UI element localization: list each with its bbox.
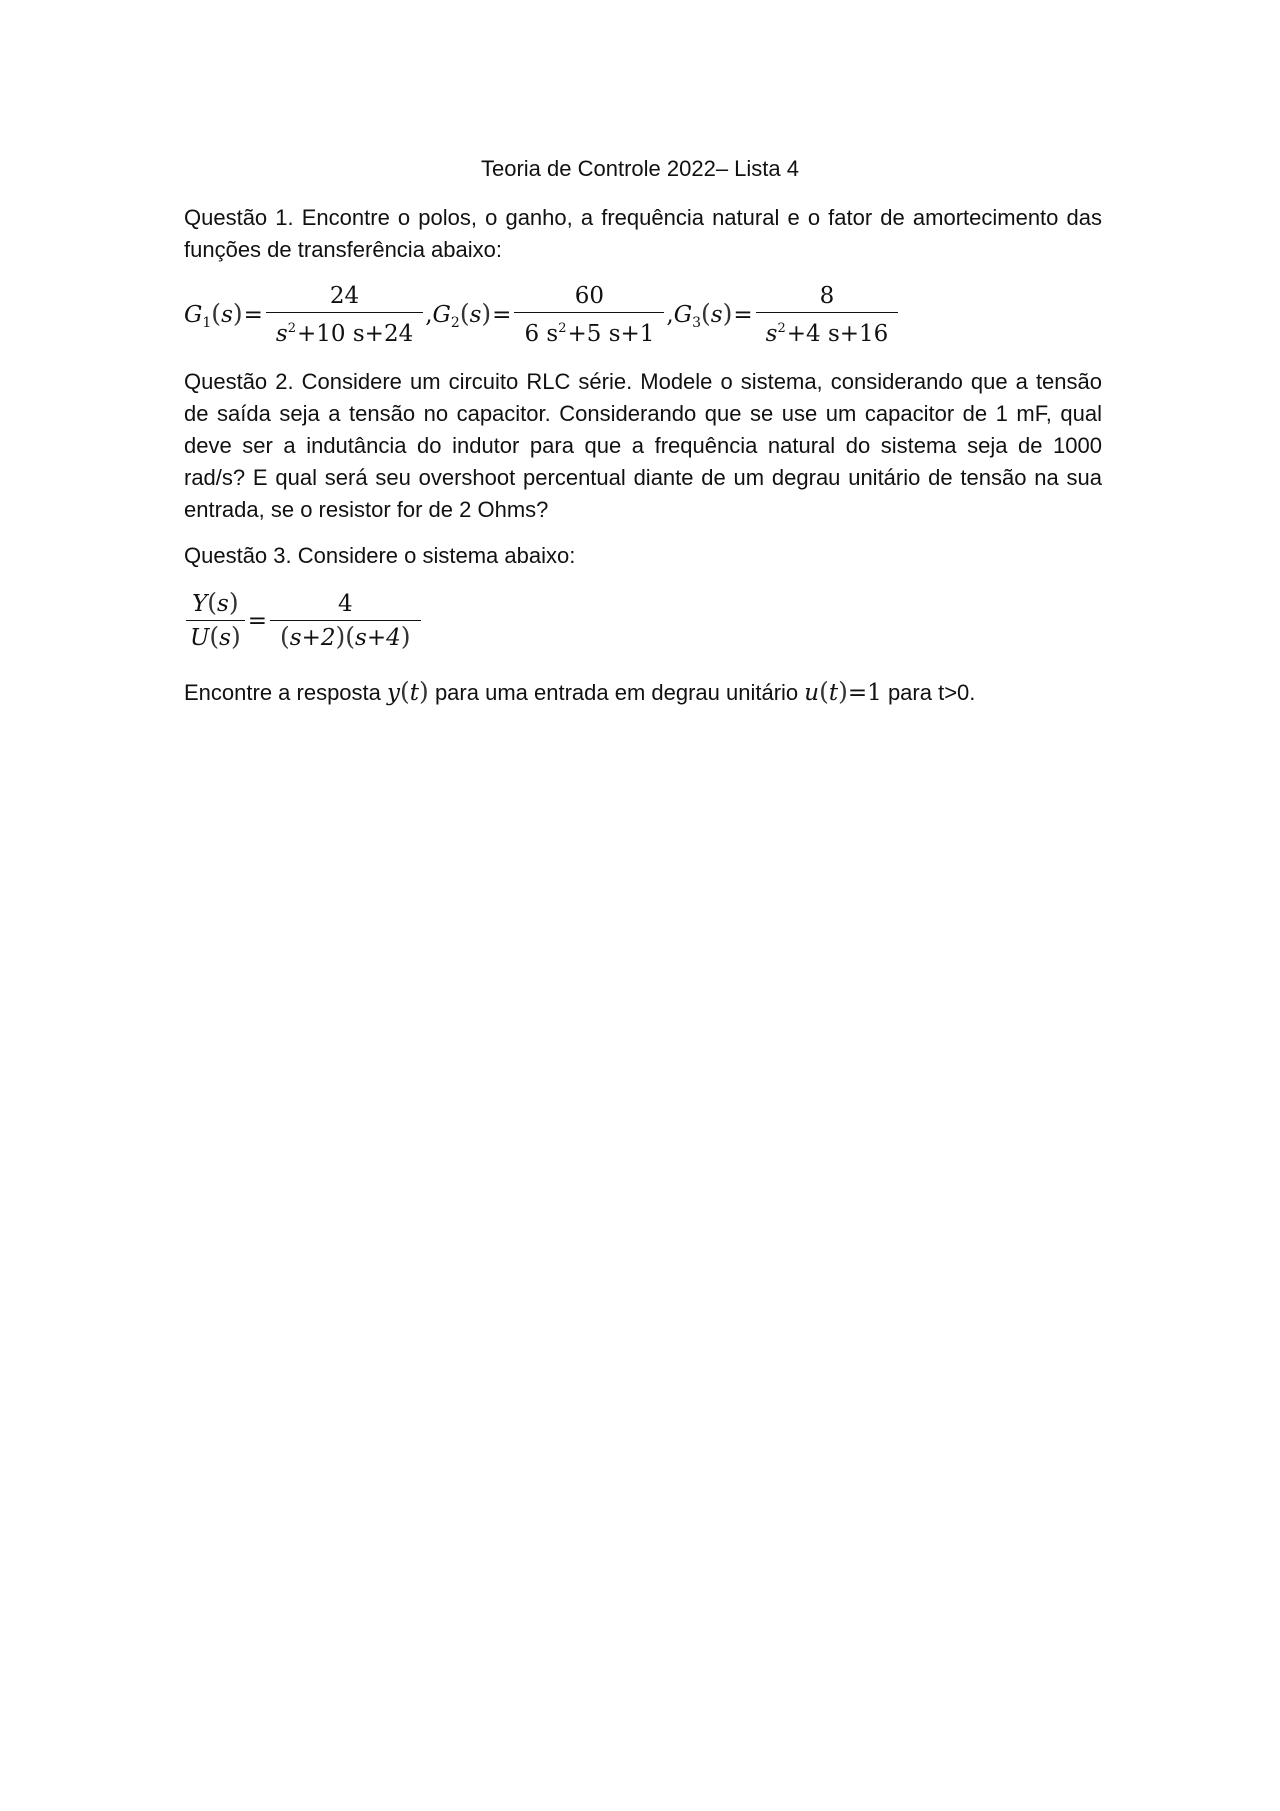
g2-fraction: $\frac{60}{6 s^2+5 s+1}$ [514,283,664,347]
rhs-fraction: $\frac{4}{(s+2)(s+4)}$ [270,591,420,651]
g1-lhs: $G_1(s)=$ [184,299,263,331]
g3-fraction: $\frac{8}{s^2+4 s+16}$ [756,283,899,347]
g2-lhs: $G_2(s)=$ [432,299,512,331]
document-title: Teoria de Controle 2022– Lista 4 [481,156,799,181]
question-3-answer-prompt: Encontre a resposta y(t) para uma entrada em degrau unitário u(t)=1 para t>0. [184,677,976,706]
g1-fraction: $\frac{24}{s^2+10 s+24}$ [266,283,423,347]
transfer-functions-equation: $G_1(s)=$ $\frac{24}{s^2+10 s+24}$ , $G_2(s)=$ $\frac{60}{6 s^2+5 s+1}$ , $G_3(s)=$ $\frac{8}{s^2+4 s+16}$ [184,283,900,347]
lhs-fraction: $\frac{Y(s)}{U(s)}$ [186,590,245,651]
g3-lhs: $G_3(s)=$ [673,299,753,331]
question-1-text: Questão 1. Encontre o polos, o ganho, a frequência natural e o fator de amortecimento das funções de transferência abaixo: [184,205,1102,262]
system-transfer-function: $\frac{Y(s)}{U(s)}$ = $\frac{4}{(s+2)(s+4)}$ [184,590,423,651]
question-3-intro: Questão 3. Considere o sistema abaixo: [184,543,576,568]
question-2-text: Questão 2. Considere um circuito RLC série. Modele o sistema, considerando que a tensão de saída seja a tensão no capacitor. Considerando que se use um capacitor de 1 mF, qual deve ser a indutância do indutor para que a frequência natural do sistema seja de 1000 rad/s? E qual será seu overshoot percentual diante de um degrau unitário de tensão na sua entrada, se o resistor for de 2 Ohms? [184,369,1102,522]
